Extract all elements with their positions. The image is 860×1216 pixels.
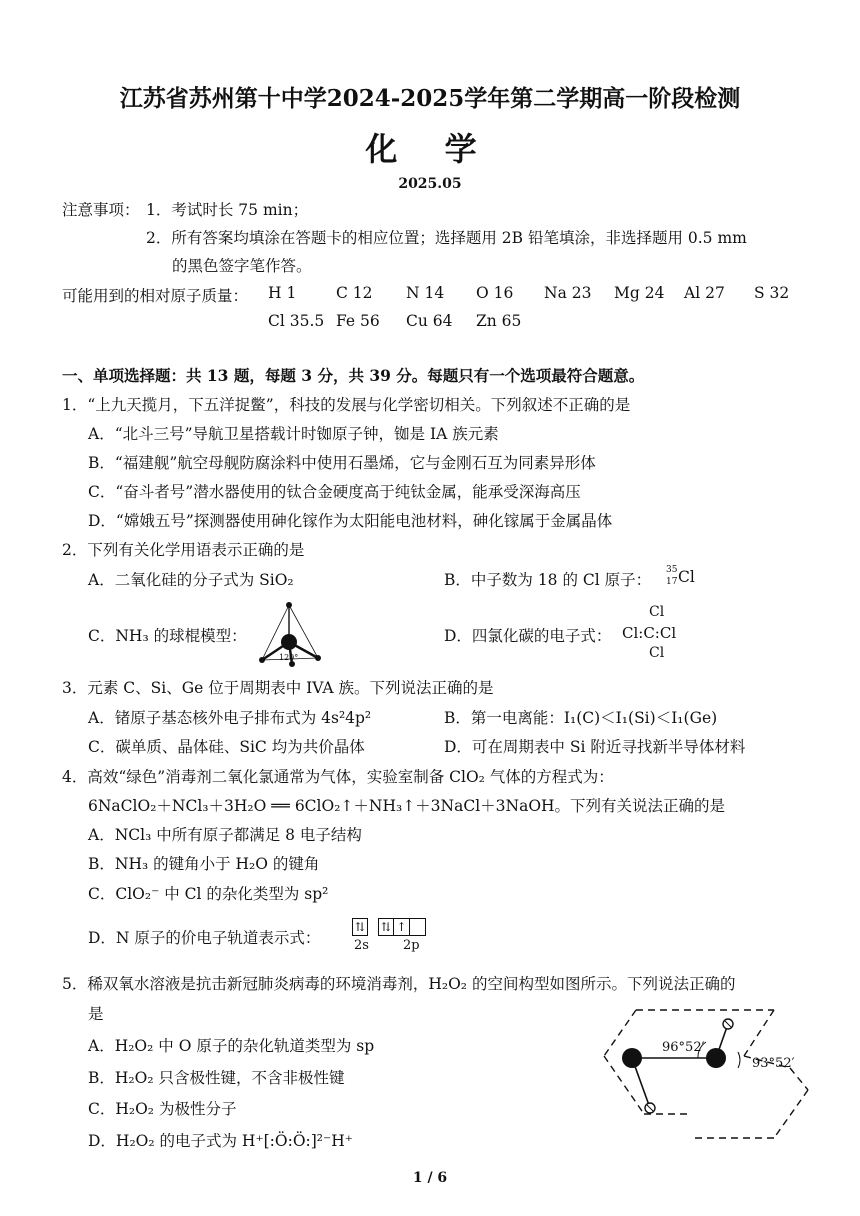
atomic-mass-item: Cu 64 <box>406 312 453 330</box>
notes-label: 注意事项： <box>62 201 140 219</box>
question-3-option-d: D．可在周期表中 Si 附近寻找新半导体材料 <box>444 738 746 756</box>
orbital-label-2s: 2s <box>354 938 369 953</box>
orbital-2s <box>352 918 368 936</box>
h2o2-structure-diagram <box>598 1008 814 1148</box>
bond-angle-label: 120° <box>279 653 299 662</box>
question-1-stem: 1．“上九天揽月，下五洋捉鳖”，科技的发展与化学密切相关。下列叙述不正确的是 <box>62 396 631 414</box>
orbital-2p <box>378 918 426 936</box>
question-2-option-b: B．中子数为 18 的 Cl 原子： <box>444 571 652 589</box>
atomic-mass-item: N 14 <box>406 284 445 302</box>
atomic-mass-item: Al 27 <box>684 284 725 302</box>
question-1-option-a: A．“北斗三号”导航卫星搭载计时铷原子钟，铷是 IA 族元素 <box>88 425 499 443</box>
ccl4-top-cl: Cl <box>649 604 665 620</box>
question-3-stem: 3．元素 C、Si、Ge 位于周期表中 IVA 族。下列说法正确的是 <box>62 679 494 697</box>
question-5-option-b: B．H₂O₂ 只含极性键，不含非极性键 <box>88 1069 345 1087</box>
atomic-mass-item: S 32 <box>754 284 790 302</box>
question-2-option-c: C．NH₃ 的球棍模型： <box>88 627 247 645</box>
isotope-symbol: Cl <box>678 568 695 586</box>
question-3-option-a: A．锗原子基态核外电子排布式为 4s²4p² <box>88 709 372 727</box>
orbital-box <box>410 918 426 936</box>
ccl4-middle: Cl:C:Cl <box>622 624 677 642</box>
atomic-mass-item: C 12 <box>336 284 373 302</box>
question-4-option-c: C．ClO₂⁻ 中 Cl 的杂化类型为 sp² <box>88 885 329 903</box>
note-item-2: 2．所有答案均填涂在答题卡的相应位置；选择题用 2B 铅笔填涂，非选择题用 0.5 mm <box>146 229 747 247</box>
angle-label-1: 96°52′ <box>662 1040 705 1055</box>
question-3-option-b: B．第一电离能：I₁(C)＜I₁(Si)＜I₁(Ge) <box>444 709 718 727</box>
question-5-stem-cont: 是 <box>88 1005 104 1023</box>
question-4-option-d: D．N 原子的价电子轨道表示式： <box>88 929 321 947</box>
section-heading: 一、单项选择题：共 13 题，每题 3 分，共 39 分。每题只有一个选项最符合题意。 <box>62 366 645 385</box>
angle-label-2: 93°52′ <box>752 1056 795 1071</box>
page-number: 1 / 6 <box>412 1170 448 1186</box>
question-5-option-c: C．H₂O₂ 为极性分子 <box>88 1100 237 1118</box>
question-5-option-d: D．H₂O₂ 的电子式为 H⁺[:Ö:Ö:]²⁻H⁺ <box>88 1132 353 1150</box>
isotope-mass-number: 35 <box>666 565 678 575</box>
atomic-mass-item: Mg 24 <box>614 284 665 302</box>
question-4-option-a: A．NCl₃ 中所有原子都满足 8 电子结构 <box>88 826 362 844</box>
atomic-mass-item: Fe 56 <box>336 312 380 330</box>
question-2-option-a: A．二氧化硅的分子式为 SiO₂ <box>88 571 294 589</box>
subject-title: 化 学 <box>365 130 495 168</box>
question-4-equation: 6NaClO₂＋NCl₃＋3H₂O ══ 6ClO₂↑＋NH₃↑＋3NaCl＋3NaOH。下列有关说法正确的是 <box>88 797 726 815</box>
question-5-option-a: A．H₂O₂ 中 O 原子的杂化轨道类型为 sp <box>88 1037 375 1055</box>
atomic-mass-item: Na 23 <box>544 284 592 302</box>
orbital-label-2p: 2p <box>403 938 420 953</box>
atomic-mass-item: O 16 <box>476 284 514 302</box>
orbital-box: ⇅ <box>352 918 368 936</box>
exam-title: 江苏省苏州第十中学2024-2025学年第二学期高一阶段检测 <box>119 85 741 112</box>
question-1-option-d: D．“嫦娥五号”探测器使用砷化镓作为太阳能电池材料，砷化镓属于金属晶体 <box>88 512 613 530</box>
note-item-1: 1．考试时长 75 min； <box>146 201 309 219</box>
atomic-mass-label: 可能用到的相对原子质量： <box>62 287 249 305</box>
question-4-option-b: B．NH₃ 的键角小于 H₂O 的键角 <box>88 855 320 873</box>
atomic-mass-item: Cl 35.5 <box>268 312 325 330</box>
question-1-option-c: C．“奋斗者号”潜水器使用的钛合金硬度高于纯钛金属，能承受深海高压 <box>88 483 581 501</box>
note-item-3: 的黑色签字笔作答。 <box>172 257 312 275</box>
exam-date: 2025.05 <box>398 176 462 192</box>
atomic-mass-item: H 1 <box>268 284 297 302</box>
ccl4-bottom-cl: Cl <box>649 645 665 661</box>
question-5-stem: 5．稀双氧水溶液是抗击新冠肺炎病毒的环境消毒剂，H₂O₂ 的空间构型如图所示。下列说法正确的 <box>62 975 736 993</box>
question-1-option-b: B．“福建舰”航空母舰防腐涂料中使用石墨烯，它与金刚石互为同素异形体 <box>88 454 596 472</box>
question-2-option-d: D．四氯化碳的电子式： <box>444 627 612 645</box>
question-3-option-c: C．碳单质、晶体硅、SiC 均为共价晶体 <box>88 738 365 756</box>
isotope-atomic-number: 17 <box>666 577 678 587</box>
question-4-stem: 4．高效“绿色”消毒剂二氧化氯通常为气体，实验室制备 ClO₂ 气体的方程式为： <box>62 768 614 786</box>
question-2-stem: 2．下列有关化学用语表示正确的是 <box>62 541 305 559</box>
orbital-box: ↑ <box>394 918 410 936</box>
orbital-box: ⇅ <box>378 918 394 936</box>
atomic-mass-item: Zn 65 <box>476 312 522 330</box>
